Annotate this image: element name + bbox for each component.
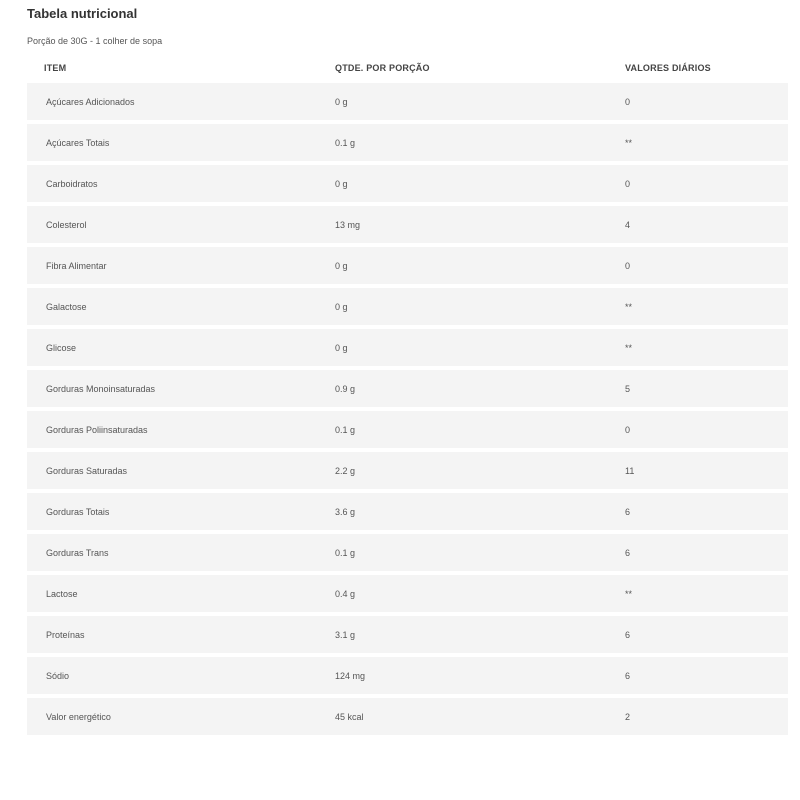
cell-daily-value: 0 (625, 260, 631, 271)
cell-daily-value: ** (625, 342, 633, 353)
cell-qty: 45 kcal (335, 711, 364, 722)
column-header-item: ITEM (44, 63, 67, 73)
table-header (27, 58, 788, 78)
table-row (27, 247, 788, 284)
cell-item: Glicose (46, 342, 77, 353)
cell-daily-value: 0 (625, 424, 631, 435)
table-row (27, 165, 788, 202)
cell-qty: 0 g (335, 301, 348, 312)
section-title: Tabela nutricional (27, 6, 138, 21)
cell-qty: 3.6 g (335, 506, 356, 517)
cell-item: Gorduras Trans (46, 547, 109, 558)
cell-item: Lactose (46, 588, 78, 599)
cell-qty: 0.9 g (335, 383, 356, 394)
table-row (27, 83, 788, 120)
cell-qty: 0.4 g (335, 588, 356, 599)
cell-item: Gorduras Poliinsaturadas (46, 424, 148, 435)
table-row (27, 698, 788, 735)
cell-qty: 0 g (335, 342, 348, 353)
cell-item: Proteínas (46, 629, 85, 640)
cell-daily-value: 6 (625, 670, 631, 681)
cell-item: Gorduras Totais (46, 506, 110, 517)
cell-daily-value: ** (625, 137, 633, 148)
cell-daily-value: 6 (625, 629, 631, 640)
table-row (27, 329, 788, 366)
cell-item: Gorduras Saturadas (46, 465, 128, 476)
table-row (27, 452, 788, 489)
table-body (27, 83, 788, 739)
cell-qty: 0.1 g (335, 137, 356, 148)
table-row (27, 616, 788, 653)
table-row (27, 411, 788, 448)
table-row (27, 575, 788, 612)
cell-item: Fibra Alimentar (46, 260, 107, 271)
portion-size: Porção de 30G - 1 colher de sopa (27, 36, 163, 46)
table-row (27, 206, 788, 243)
cell-qty: 2.2 g (335, 465, 356, 476)
cell-qty: 0 g (335, 96, 348, 107)
cell-item: Gorduras Monoinsaturadas (46, 383, 156, 394)
cell-daily-value: ** (625, 588, 633, 599)
cell-daily-value: 0 (625, 178, 631, 189)
cell-qty: 124 mg (335, 670, 366, 681)
cell-qty: 0.1 g (335, 424, 356, 435)
cell-daily-value: 4 (625, 219, 631, 230)
table-row (27, 657, 788, 694)
table-row (27, 493, 788, 530)
cell-qty: 0 g (335, 178, 348, 189)
cell-qty: 0.1 g (335, 547, 356, 558)
column-header-daily-values: VALORES DIÁRIOS (625, 63, 711, 73)
cell-item: Açúcares Adicionados (46, 96, 135, 107)
cell-daily-value: ** (625, 301, 633, 312)
cell-daily-value: 11 (625, 465, 635, 476)
cell-item: Galactose (46, 301, 87, 312)
column-header-qty: QTDE. POR PORÇÃO (335, 63, 430, 73)
cell-daily-value: 2 (625, 711, 631, 722)
table-row (27, 534, 788, 571)
table-row (27, 370, 788, 407)
cell-qty: 13 mg (335, 219, 361, 230)
cell-item: Carboidratos (46, 178, 98, 189)
cell-item: Açúcares Totais (46, 137, 110, 148)
cell-item: Colesterol (46, 219, 87, 230)
cell-item: Valor energético (46, 711, 111, 722)
cell-qty: 3.1 g (335, 629, 356, 640)
cell-qty: 0 g (335, 260, 348, 271)
table-row (27, 288, 788, 325)
cell-item: Sódio (46, 670, 70, 681)
cell-daily-value: 6 (625, 547, 631, 558)
table-row (27, 124, 788, 161)
cell-daily-value: 5 (625, 383, 631, 394)
cell-daily-value: 0 (625, 96, 631, 107)
cell-daily-value: 6 (625, 506, 631, 517)
